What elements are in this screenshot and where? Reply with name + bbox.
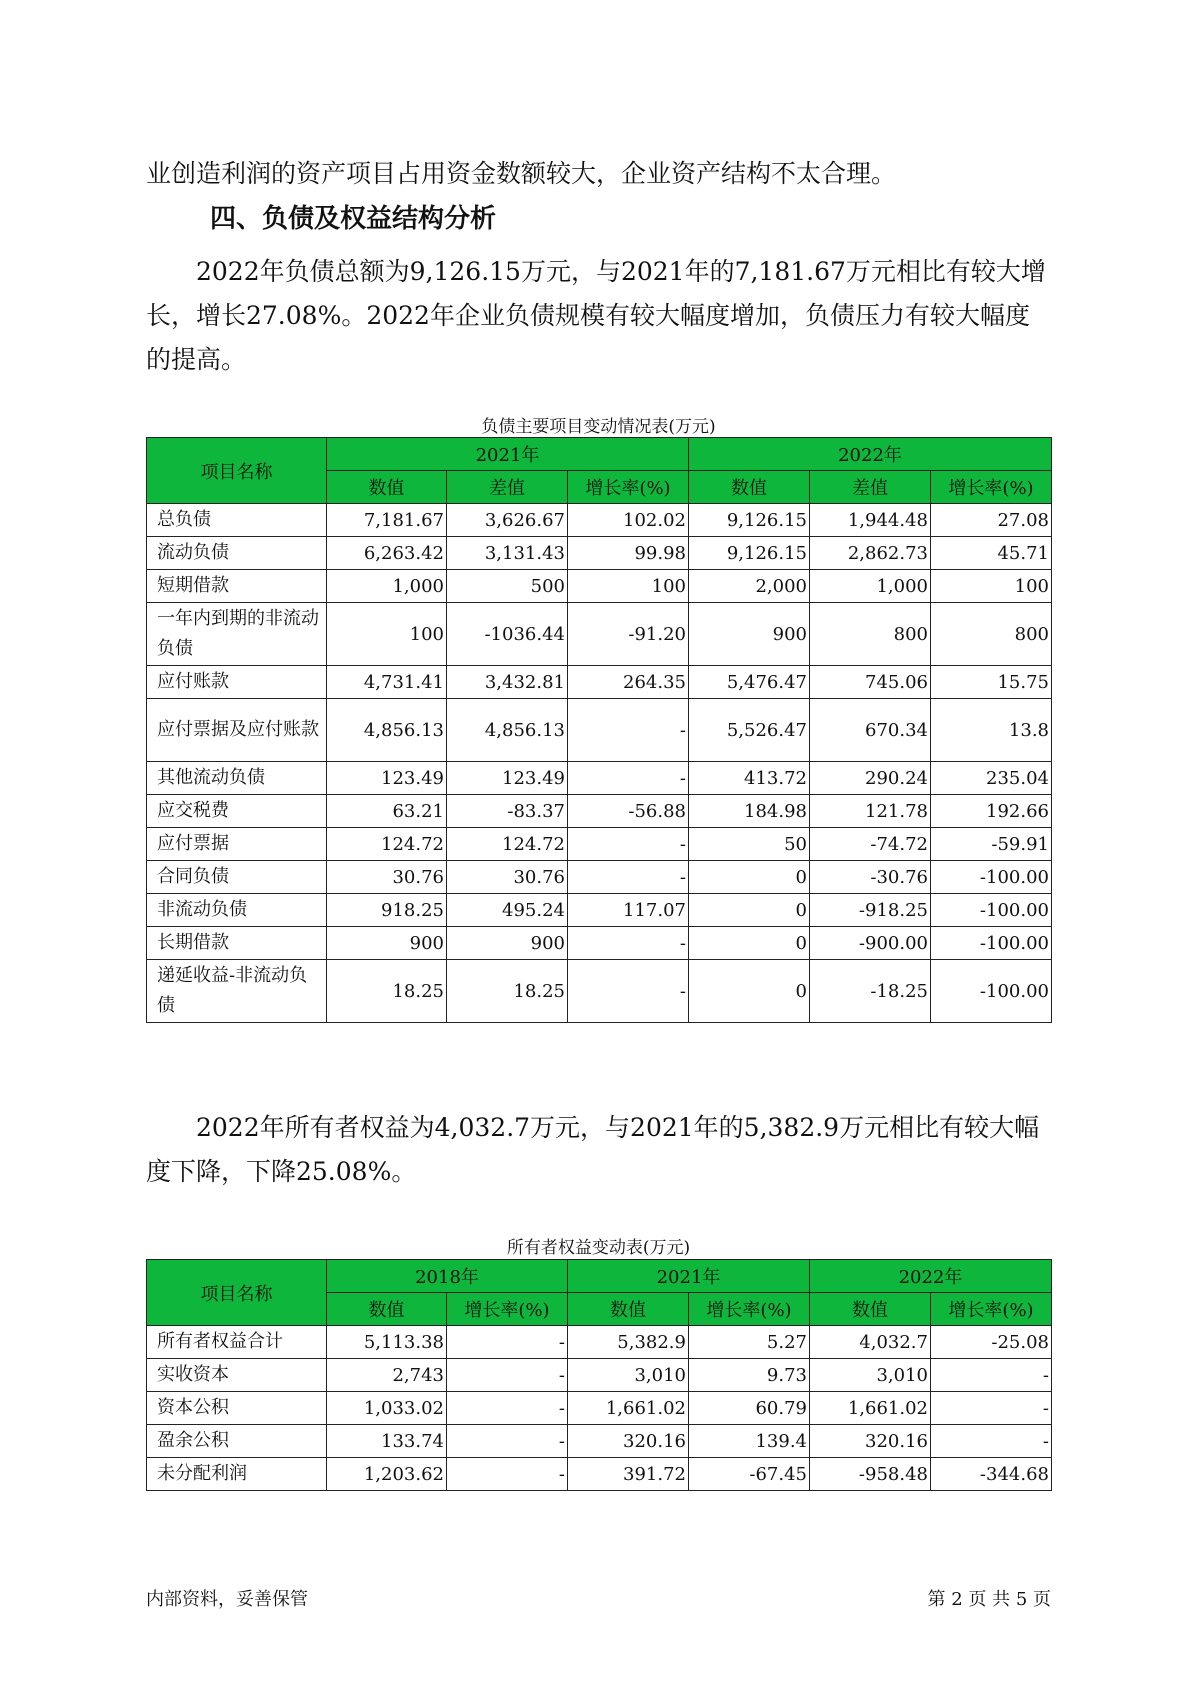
table-cell: 918.25 <box>327 894 447 927</box>
table-cell: -100.00 <box>931 894 1052 927</box>
row-name: 未分配利润 <box>147 1458 327 1491</box>
table-cell: 3,131.43 <box>447 537 568 570</box>
row-name: 总负债 <box>147 504 327 537</box>
column-header: 数值 <box>327 471 447 504</box>
table-cell: 320.16 <box>810 1425 931 1458</box>
table-cell: 500 <box>447 570 568 603</box>
table-cell: 121.78 <box>810 795 931 828</box>
table-cell: 9,126.15 <box>689 504 810 537</box>
table-cell: 9.73 <box>689 1359 810 1392</box>
table-row <box>147 537 1052 570</box>
table-cell: 2,000 <box>689 570 810 603</box>
row-name: 应付账款 <box>147 666 327 699</box>
table-cell: 2,743 <box>327 1359 447 1392</box>
table-cell: 100 <box>327 603 447 666</box>
table-cell: - <box>447 1425 568 1458</box>
row-name: 短期借款 <box>147 570 327 603</box>
table-row <box>147 1326 1052 1359</box>
table-cell: 60.79 <box>689 1392 810 1425</box>
table-cell: 192.66 <box>931 795 1052 828</box>
paragraph-intro-tail: 业创造利润的资产项目占用资金数额较大，企业资产结构不太合理。 <box>146 159 897 188</box>
table-cell: 5,382.9 <box>568 1326 689 1359</box>
table-row <box>147 861 1052 894</box>
item-name-header: 项目名称 <box>147 1260 327 1326</box>
row-name: 所有者权益合计 <box>147 1326 327 1359</box>
column-header: 增长率(%) <box>931 1293 1052 1326</box>
year-header: 2021年 <box>327 438 689 471</box>
table-cell: -30.76 <box>810 861 931 894</box>
table-cell: 3,432.81 <box>447 666 568 699</box>
table-cell: - <box>447 1359 568 1392</box>
column-header: 增长率(%) <box>689 1293 810 1326</box>
table-cell: 4,856.13 <box>327 699 447 762</box>
table-cell: 123.49 <box>327 762 447 795</box>
liability-table-caption: 负债主要项目变动情况表(万元) <box>481 417 716 437</box>
column-header: 差值 <box>810 471 931 504</box>
table-row <box>147 666 1052 699</box>
table-cell: 18.25 <box>327 960 447 1023</box>
table-cell: 495.24 <box>447 894 568 927</box>
table-row <box>147 603 1052 666</box>
row-name: 长期借款 <box>147 927 327 960</box>
row-name: 流动负债 <box>147 537 327 570</box>
table-cell: - <box>568 927 689 960</box>
table-cell: 1,000 <box>810 570 931 603</box>
table-cell: -59.91 <box>931 828 1052 861</box>
table-cell: - <box>931 1392 1052 1425</box>
row-name: 应交税费 <box>147 795 327 828</box>
column-header: 增长率(%) <box>931 471 1052 504</box>
year-header: 2018年 <box>327 1260 568 1293</box>
table-cell: 745.06 <box>810 666 931 699</box>
row-name: 实收资本 <box>147 1359 327 1392</box>
table-cell: 9,126.15 <box>689 537 810 570</box>
table-row <box>147 1359 1052 1392</box>
table-row <box>147 927 1052 960</box>
row-name: 非流动负债 <box>147 894 327 927</box>
table-cell: 1,661.02 <box>810 1392 931 1425</box>
table-cell: - <box>447 1326 568 1359</box>
table-row <box>147 1458 1052 1491</box>
table-cell: 670.34 <box>810 699 931 762</box>
table-row <box>147 960 1052 1023</box>
table-cell: - <box>568 861 689 894</box>
table-cell: - <box>931 1425 1052 1458</box>
table-cell: 5,476.47 <box>689 666 810 699</box>
table-cell: 184.98 <box>689 795 810 828</box>
column-header: 增长率(%) <box>568 471 689 504</box>
table-cell: 123.49 <box>447 762 568 795</box>
row-name: 合同负债 <box>147 861 327 894</box>
row-name: 其他流动负债 <box>147 762 327 795</box>
table-cell: 4,856.13 <box>447 699 568 762</box>
table-cell: 264.35 <box>568 666 689 699</box>
table-cell: -67.45 <box>689 1458 810 1491</box>
row-name: 一年内到期的非流动负债 <box>147 603 327 666</box>
table-cell: 4,731.41 <box>327 666 447 699</box>
table-cell: 0 <box>689 960 810 1023</box>
table-cell: 900 <box>327 927 447 960</box>
table-cell: 2,862.73 <box>810 537 931 570</box>
table-cell: 800 <box>931 603 1052 666</box>
equity-table-caption: 所有者权益变动表(万元) <box>506 1238 691 1258</box>
table-cell: 3,010 <box>568 1359 689 1392</box>
year-header: 2022年 <box>810 1260 1052 1293</box>
table-cell: 124.72 <box>327 828 447 861</box>
table-cell: 413.72 <box>689 762 810 795</box>
section-heading: 四、负债及权益结构分析 <box>210 204 497 234</box>
table-cell: 133.74 <box>327 1425 447 1458</box>
table-cell: -100.00 <box>931 960 1052 1023</box>
table-row <box>147 1392 1052 1425</box>
table-row <box>147 894 1052 927</box>
table-cell: 45.71 <box>931 537 1052 570</box>
table-cell: - <box>568 762 689 795</box>
item-name-header: 项目名称 <box>147 438 327 504</box>
table-row <box>147 1425 1052 1458</box>
equity-table <box>146 1259 1052 1491</box>
table-cell: -25.08 <box>931 1326 1052 1359</box>
table-cell: 1,944.48 <box>810 504 931 537</box>
column-header: 数值 <box>810 1293 931 1326</box>
table-row <box>147 828 1052 861</box>
table-cell: 900 <box>447 927 568 960</box>
table-cell: 1,033.02 <box>327 1392 447 1425</box>
table-cell: 290.24 <box>810 762 931 795</box>
table-cell: 63.21 <box>327 795 447 828</box>
table-cell: - <box>568 960 689 1023</box>
table-cell: 4,032.7 <box>810 1326 931 1359</box>
row-name: 盈余公积 <box>147 1425 327 1458</box>
table-cell: 27.08 <box>931 504 1052 537</box>
table-cell: 235.04 <box>931 762 1052 795</box>
table-row <box>147 570 1052 603</box>
table-cell: 18.25 <box>447 960 568 1023</box>
table-cell: 124.72 <box>447 828 568 861</box>
table-cell: 102.02 <box>568 504 689 537</box>
table-cell: 1,203.62 <box>327 1458 447 1491</box>
table-cell: 0 <box>689 927 810 960</box>
table-cell: -958.48 <box>810 1458 931 1491</box>
table-cell: -1036.44 <box>447 603 568 666</box>
table-row <box>147 699 1052 762</box>
table-cell: - <box>447 1392 568 1425</box>
table-cell: -56.88 <box>568 795 689 828</box>
year-header: 2021年 <box>568 1260 810 1293</box>
column-header: 数值 <box>689 471 810 504</box>
table-cell: 900 <box>689 603 810 666</box>
column-header: 增长率(%) <box>447 1293 568 1326</box>
row-name: 资本公积 <box>147 1392 327 1425</box>
table-cell: -83.37 <box>447 795 568 828</box>
table-cell: -344.68 <box>931 1458 1052 1491</box>
table-cell: -74.72 <box>810 828 931 861</box>
table-cell: 5.27 <box>689 1326 810 1359</box>
table-cell: -100.00 <box>931 927 1052 960</box>
table-row <box>147 762 1052 795</box>
table-cell: -91.20 <box>568 603 689 666</box>
table-row <box>147 795 1052 828</box>
table-cell: 0 <box>689 894 810 927</box>
footer-page-number: 第 2 页 共 5 页 <box>927 1589 1051 1610</box>
table-cell: -900.00 <box>810 927 931 960</box>
table-cell: 3,010 <box>810 1359 931 1392</box>
paragraph-equity: 2022年所有者权益为4,032.7万元，与2021年的5,382.9万元相比有较大幅度下降，下降25.08%。 <box>146 1113 1040 1186</box>
table-cell: - <box>447 1458 568 1491</box>
row-name: 应付票据 <box>147 828 327 861</box>
table-cell: 100 <box>568 570 689 603</box>
table-cell: - <box>568 828 689 861</box>
table-cell: 5,113.38 <box>327 1326 447 1359</box>
column-header: 差值 <box>447 471 568 504</box>
table-cell: 391.72 <box>568 1458 689 1491</box>
table-cell: -918.25 <box>810 894 931 927</box>
row-name: 应付票据及应付账款 <box>147 699 327 762</box>
paragraph-liability: 2022年负债总额为9,126.15万元，与2021年的7,181.67万元相比有较大增长，增长27.08%。2022年企业负债规模有较大幅度增加，负债压力有较大幅度的提高。 <box>146 257 1046 374</box>
table-cell: 100 <box>931 570 1052 603</box>
footer-confidential-note: 内部资料，妥善保管 <box>146 1589 308 1610</box>
table-cell: 3,626.67 <box>447 504 568 537</box>
table-cell: - <box>931 1359 1052 1392</box>
table-cell: 139.4 <box>689 1425 810 1458</box>
table-cell: 0 <box>689 861 810 894</box>
table-row <box>147 504 1052 537</box>
table-cell: 15.75 <box>931 666 1052 699</box>
table-cell: 5,526.47 <box>689 699 810 762</box>
year-header: 2022年 <box>689 438 1052 471</box>
table-cell: 6,263.42 <box>327 537 447 570</box>
table-cell: 99.98 <box>568 537 689 570</box>
table-cell: 30.76 <box>447 861 568 894</box>
table-cell: 50 <box>689 828 810 861</box>
table-cell: 800 <box>810 603 931 666</box>
table-cell: 30.76 <box>327 861 447 894</box>
table-cell: 13.8 <box>931 699 1052 762</box>
table-cell: -18.25 <box>810 960 931 1023</box>
table-cell: - <box>568 699 689 762</box>
table-cell: 117.07 <box>568 894 689 927</box>
column-header: 数值 <box>568 1293 689 1326</box>
table-cell: 1,000 <box>327 570 447 603</box>
table-cell: 320.16 <box>568 1425 689 1458</box>
row-name: 递延收益-非流动负债 <box>147 960 327 1023</box>
table-cell: -100.00 <box>931 861 1052 894</box>
column-header: 数值 <box>327 1293 447 1326</box>
table-cell: 1,661.02 <box>568 1392 689 1425</box>
table-cell: 7,181.67 <box>327 504 447 537</box>
liability-table <box>146 437 1052 1023</box>
